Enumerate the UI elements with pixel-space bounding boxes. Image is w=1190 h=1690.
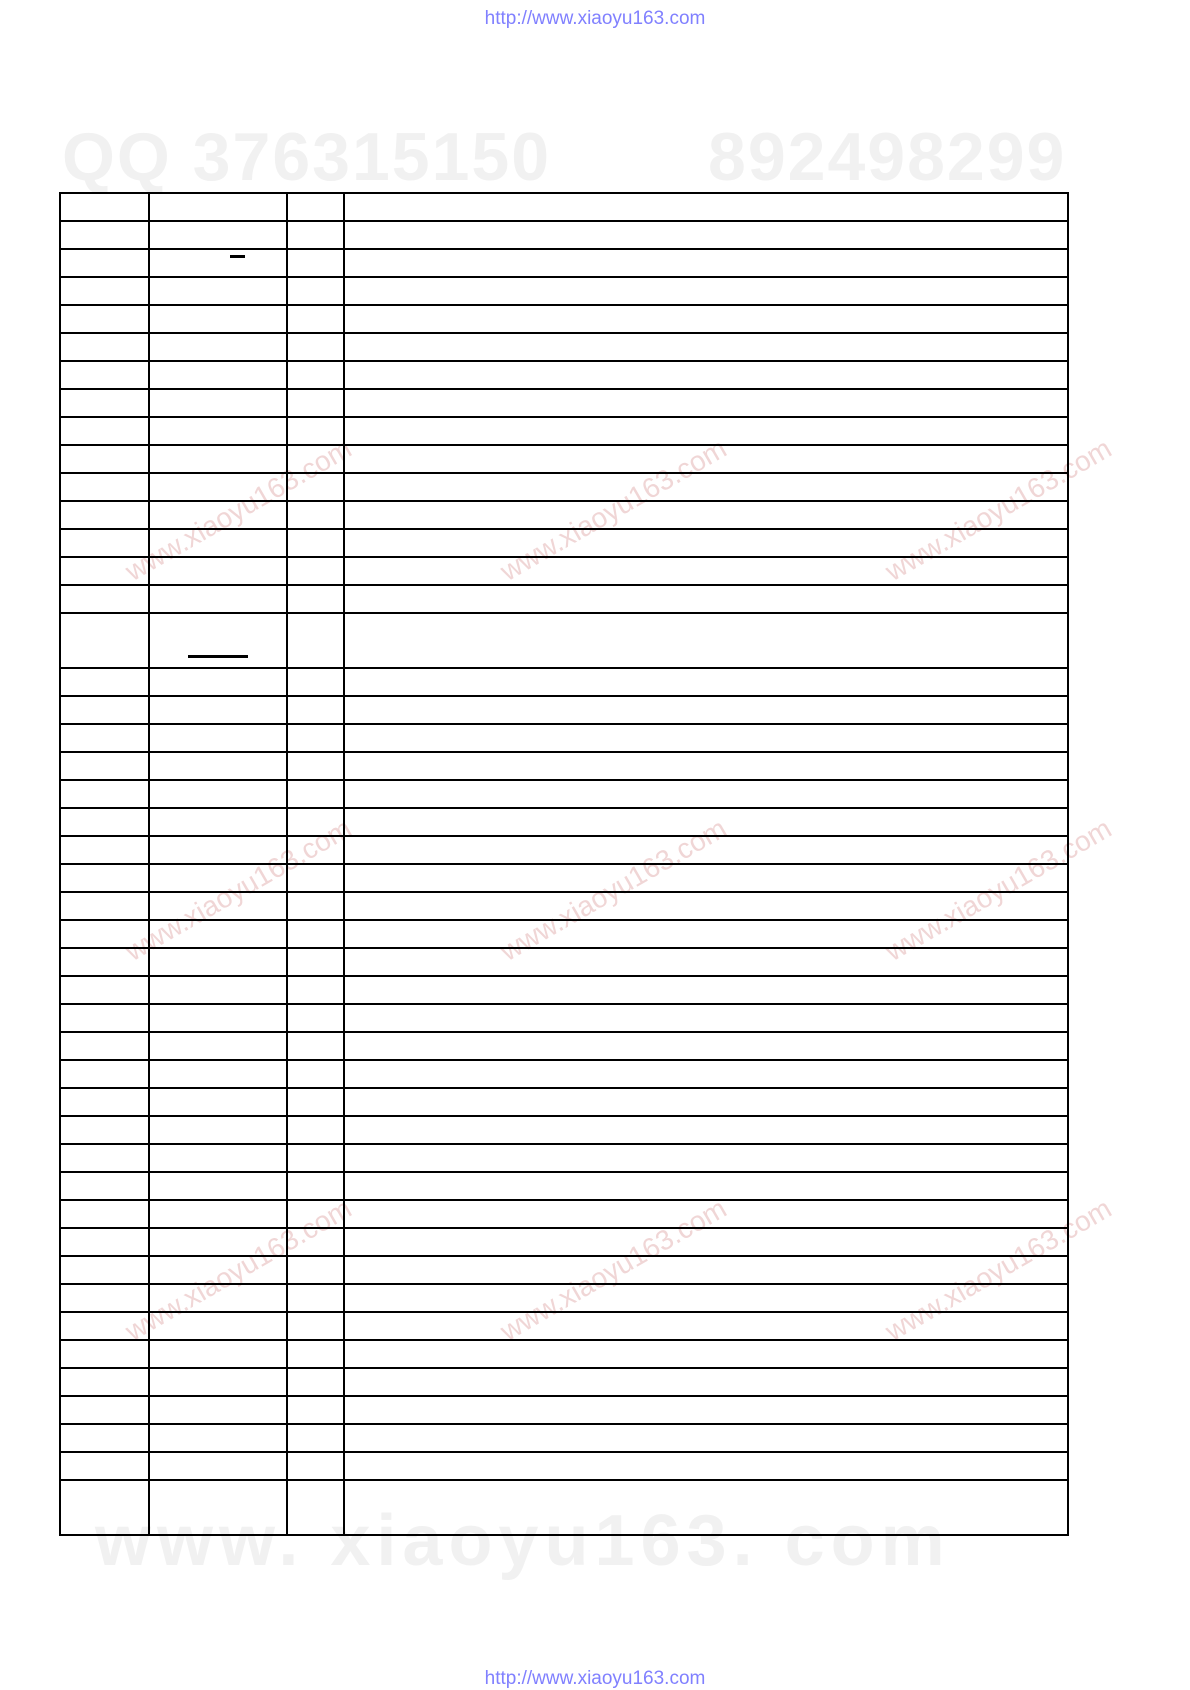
cell-name (149, 1312, 287, 1340)
cell-pin (60, 613, 149, 668)
table-row (60, 1228, 1068, 1256)
pin-table-body (60, 193, 1068, 1535)
cell-name (149, 1200, 287, 1228)
cell-name (149, 1032, 287, 1060)
cell-io (287, 585, 344, 613)
cell-io (287, 752, 344, 780)
cell-pin (60, 501, 149, 529)
cell-function (344, 1144, 1068, 1172)
cell-pin (60, 920, 149, 948)
cell-pin (60, 1256, 149, 1284)
table-row (60, 668, 1068, 696)
table-row (60, 948, 1068, 976)
cell-function (344, 249, 1068, 277)
cell-io (287, 780, 344, 808)
cell-function (344, 473, 1068, 501)
cell-function (344, 361, 1068, 389)
table-row (60, 1480, 1068, 1535)
cell-function (344, 808, 1068, 836)
cell-name (149, 1340, 287, 1368)
cell-name (149, 780, 287, 808)
cell-io (287, 557, 344, 585)
cell-pin (60, 976, 149, 1004)
table-row (60, 417, 1068, 445)
watermark-diagonal-9: www.xiaoyu163.com (880, 1192, 1117, 1347)
cell-pin (60, 1116, 149, 1144)
cell-name (149, 1144, 287, 1172)
table-row (60, 249, 1068, 277)
cell-pin (60, 1144, 149, 1172)
watermark-site-footer: www. xiaoyu163. com (95, 1501, 951, 1581)
table-row (60, 305, 1068, 333)
cell-io (287, 1424, 344, 1452)
cell-name (149, 1088, 287, 1116)
cell-io (287, 668, 344, 696)
cell-pin (60, 1060, 149, 1088)
cell-function (344, 277, 1068, 305)
table-row (60, 1088, 1068, 1116)
table-row (60, 920, 1068, 948)
cell-function (344, 1424, 1068, 1452)
table-row (60, 836, 1068, 864)
cell-name (149, 277, 287, 305)
table-row (60, 585, 1068, 613)
watermark-qq-number: 892498299 (708, 119, 1067, 195)
cell-name (149, 976, 287, 1004)
cell-function (344, 864, 1068, 892)
cell-io (287, 892, 344, 920)
table-row (60, 1284, 1068, 1312)
cell-io (287, 361, 344, 389)
watermark-diagonal-2: www.xiaoyu163.com (495, 432, 732, 587)
cell-name (149, 445, 287, 473)
cell-name (149, 613, 287, 668)
table-row (60, 864, 1068, 892)
table-row (60, 780, 1068, 808)
table-row (60, 1256, 1068, 1284)
cell-io (287, 277, 344, 305)
cell-pin (60, 752, 149, 780)
cell-pin (60, 1088, 149, 1116)
watermark-diagonal-1: www.xiaoyu163.com (120, 432, 357, 587)
cell-function (344, 193, 1068, 221)
cell-io (287, 1340, 344, 1368)
table-row (60, 752, 1068, 780)
cell-name (149, 1368, 287, 1396)
table-row (60, 501, 1068, 529)
cell-pin (60, 1032, 149, 1060)
cell-name (149, 948, 287, 976)
cell-pin (60, 1200, 149, 1228)
cell-function (344, 1004, 1068, 1032)
cell-pin (60, 1172, 149, 1200)
table-row (60, 473, 1068, 501)
cell-io (287, 920, 344, 948)
watermark-qq-label: QQ 376315150 (62, 119, 552, 195)
table-row (60, 1004, 1068, 1032)
cell-pin (60, 1004, 149, 1032)
pin-table (59, 192, 1069, 1536)
cell-pin (60, 221, 149, 249)
cell-name (149, 836, 287, 864)
cell-io (287, 948, 344, 976)
cell-io (287, 1172, 344, 1200)
table-row (60, 277, 1068, 305)
cell-pin (60, 892, 149, 920)
table-row (60, 1116, 1068, 1144)
cell-pin (60, 780, 149, 808)
cell-io (287, 724, 344, 752)
cell-function (344, 389, 1068, 417)
cell-name (149, 1256, 287, 1284)
cell-function (344, 1480, 1068, 1535)
table-row (60, 1144, 1068, 1172)
table-row (60, 445, 1068, 473)
cell-function (344, 1452, 1068, 1480)
cell-pin (60, 417, 149, 445)
cell-name (149, 389, 287, 417)
cell-pin (60, 1368, 149, 1396)
cell-name (149, 1480, 287, 1535)
cell-function (344, 920, 1068, 948)
cell-io (287, 1200, 344, 1228)
cell-name (149, 1396, 287, 1424)
cell-pin (60, 389, 149, 417)
cell-io (287, 864, 344, 892)
cell-io (287, 501, 344, 529)
cell-name (149, 221, 287, 249)
footer-url-link[interactable]: http://www.xiaoyu163.com (484, 1668, 706, 1689)
cell-pin (60, 836, 149, 864)
cell-io (287, 193, 344, 221)
cell-function (344, 696, 1068, 724)
cell-pin (60, 1312, 149, 1340)
cell-name (149, 193, 287, 221)
cell-name (149, 1424, 287, 1452)
table-row (60, 1172, 1068, 1200)
cell-function (344, 1284, 1068, 1312)
cell-pin (60, 948, 149, 976)
cell-pin (60, 529, 149, 557)
cell-name (149, 892, 287, 920)
cell-io (287, 473, 344, 501)
table-row (60, 557, 1068, 585)
cell-name (149, 724, 287, 752)
cell-io (287, 696, 344, 724)
table-row (60, 1200, 1068, 1228)
cell-pin (60, 361, 149, 389)
cell-function (344, 752, 1068, 780)
watermark-diagonal-7: www.xiaoyu163.com (120, 1192, 357, 1347)
cell-name (149, 529, 287, 557)
cell-function (344, 1256, 1068, 1284)
cell-io (287, 1088, 344, 1116)
cell-function (344, 1312, 1068, 1340)
cell-function (344, 501, 1068, 529)
cell-io (287, 1060, 344, 1088)
cell-io (287, 1256, 344, 1284)
cell-io (287, 836, 344, 864)
cell-name (149, 1004, 287, 1032)
cell-function (344, 1340, 1068, 1368)
cell-function (344, 1200, 1068, 1228)
cell-function (344, 613, 1068, 668)
cell-function (344, 976, 1068, 1004)
cell-io (287, 305, 344, 333)
table-row (60, 613, 1068, 668)
cell-name (149, 501, 287, 529)
cell-pin (60, 668, 149, 696)
table-row (60, 1424, 1068, 1452)
cell-function (344, 529, 1068, 557)
cell-io (287, 1368, 344, 1396)
cell-pin (60, 557, 149, 585)
cell-function (344, 724, 1068, 752)
watermark-diagonal-6: www.xiaoyu163.com (880, 812, 1117, 967)
cell-function (344, 445, 1068, 473)
cell-name (149, 1452, 287, 1480)
cell-name (149, 1172, 287, 1200)
cell-name (149, 808, 287, 836)
cell-name (149, 864, 287, 892)
watermark-diagonal-3: www.xiaoyu163.com (880, 432, 1117, 587)
cell-io (287, 1480, 344, 1535)
cell-pin (60, 1340, 149, 1368)
cell-io (287, 389, 344, 417)
cell-function (344, 948, 1068, 976)
table-row (60, 724, 1068, 752)
watermark-diagonal-5: www.xiaoyu163.com (495, 812, 732, 967)
table-row (60, 1368, 1068, 1396)
cell-pin (60, 1424, 149, 1452)
overbar-mark-1 (230, 255, 245, 258)
cell-pin (60, 808, 149, 836)
cell-name (149, 361, 287, 389)
cell-name (149, 585, 287, 613)
cell-io (287, 417, 344, 445)
watermark-diagonal-8: www.xiaoyu163.com (495, 1192, 732, 1347)
cell-function (344, 1228, 1068, 1256)
cell-io (287, 613, 344, 668)
cell-function (344, 1172, 1068, 1200)
cell-io (287, 1144, 344, 1172)
table-row (60, 1396, 1068, 1424)
cell-name (149, 1284, 287, 1312)
cell-pin (60, 585, 149, 613)
table-row (60, 1340, 1068, 1368)
cell-function (344, 417, 1068, 445)
cell-name (149, 249, 287, 277)
cell-io (287, 808, 344, 836)
cell-pin (60, 724, 149, 752)
table-row (60, 221, 1068, 249)
cell-pin (60, 193, 149, 221)
cell-pin (60, 1228, 149, 1256)
cell-name (149, 1116, 287, 1144)
cell-name (149, 1228, 287, 1256)
cell-io (287, 1396, 344, 1424)
cell-io (287, 221, 344, 249)
table-row (60, 1032, 1068, 1060)
cell-pin (60, 1284, 149, 1312)
cell-name (149, 696, 287, 724)
table-row (60, 892, 1068, 920)
cell-pin (60, 249, 149, 277)
cell-name (149, 1060, 287, 1088)
cell-name (149, 557, 287, 585)
table-row (60, 976, 1068, 1004)
table-row (60, 193, 1068, 221)
cell-io (287, 1116, 344, 1144)
cell-io (287, 1004, 344, 1032)
cell-function (344, 1368, 1068, 1396)
table-row (60, 1312, 1068, 1340)
cell-pin (60, 277, 149, 305)
overbar-mark-2 (188, 655, 248, 658)
cell-name (149, 752, 287, 780)
cell-io (287, 529, 344, 557)
cell-name (149, 920, 287, 948)
cell-name (149, 417, 287, 445)
table-row (60, 1060, 1068, 1088)
table-row (60, 389, 1068, 417)
cell-io (287, 445, 344, 473)
cell-pin (60, 1480, 149, 1535)
table-row (60, 696, 1068, 724)
watermark-diagonal-4: www.xiaoyu163.com (120, 812, 357, 967)
table-row (60, 808, 1068, 836)
cell-pin (60, 333, 149, 361)
table-row (60, 333, 1068, 361)
cell-function (344, 333, 1068, 361)
cell-function (344, 1032, 1068, 1060)
cell-io (287, 1032, 344, 1060)
cell-name (149, 473, 287, 501)
cell-function (344, 1060, 1068, 1088)
cell-pin (60, 696, 149, 724)
cell-io (287, 249, 344, 277)
cell-pin (60, 1452, 149, 1480)
table-row (60, 361, 1068, 389)
cell-io (287, 976, 344, 1004)
cell-io (287, 333, 344, 361)
cell-function (344, 221, 1068, 249)
cell-io (287, 1312, 344, 1340)
cell-function (344, 668, 1068, 696)
cell-io (287, 1228, 344, 1256)
table-row (60, 1452, 1068, 1480)
cell-name (149, 305, 287, 333)
cell-function (344, 1088, 1068, 1116)
cell-pin (60, 473, 149, 501)
cell-pin (60, 305, 149, 333)
cell-io (287, 1452, 344, 1480)
cell-function (344, 585, 1068, 613)
cell-name (149, 333, 287, 361)
cell-function (344, 1396, 1068, 1424)
header-url-link[interactable]: http://www.xiaoyu163.com (484, 8, 706, 29)
cell-io (287, 1284, 344, 1312)
cell-function (344, 892, 1068, 920)
cell-pin (60, 864, 149, 892)
cell-function (344, 836, 1068, 864)
cell-function (344, 780, 1068, 808)
cell-function (344, 305, 1068, 333)
cell-pin (60, 445, 149, 473)
cell-function (344, 1116, 1068, 1144)
table-row (60, 529, 1068, 557)
cell-function (344, 557, 1068, 585)
cell-pin (60, 1396, 149, 1424)
cell-name (149, 668, 287, 696)
